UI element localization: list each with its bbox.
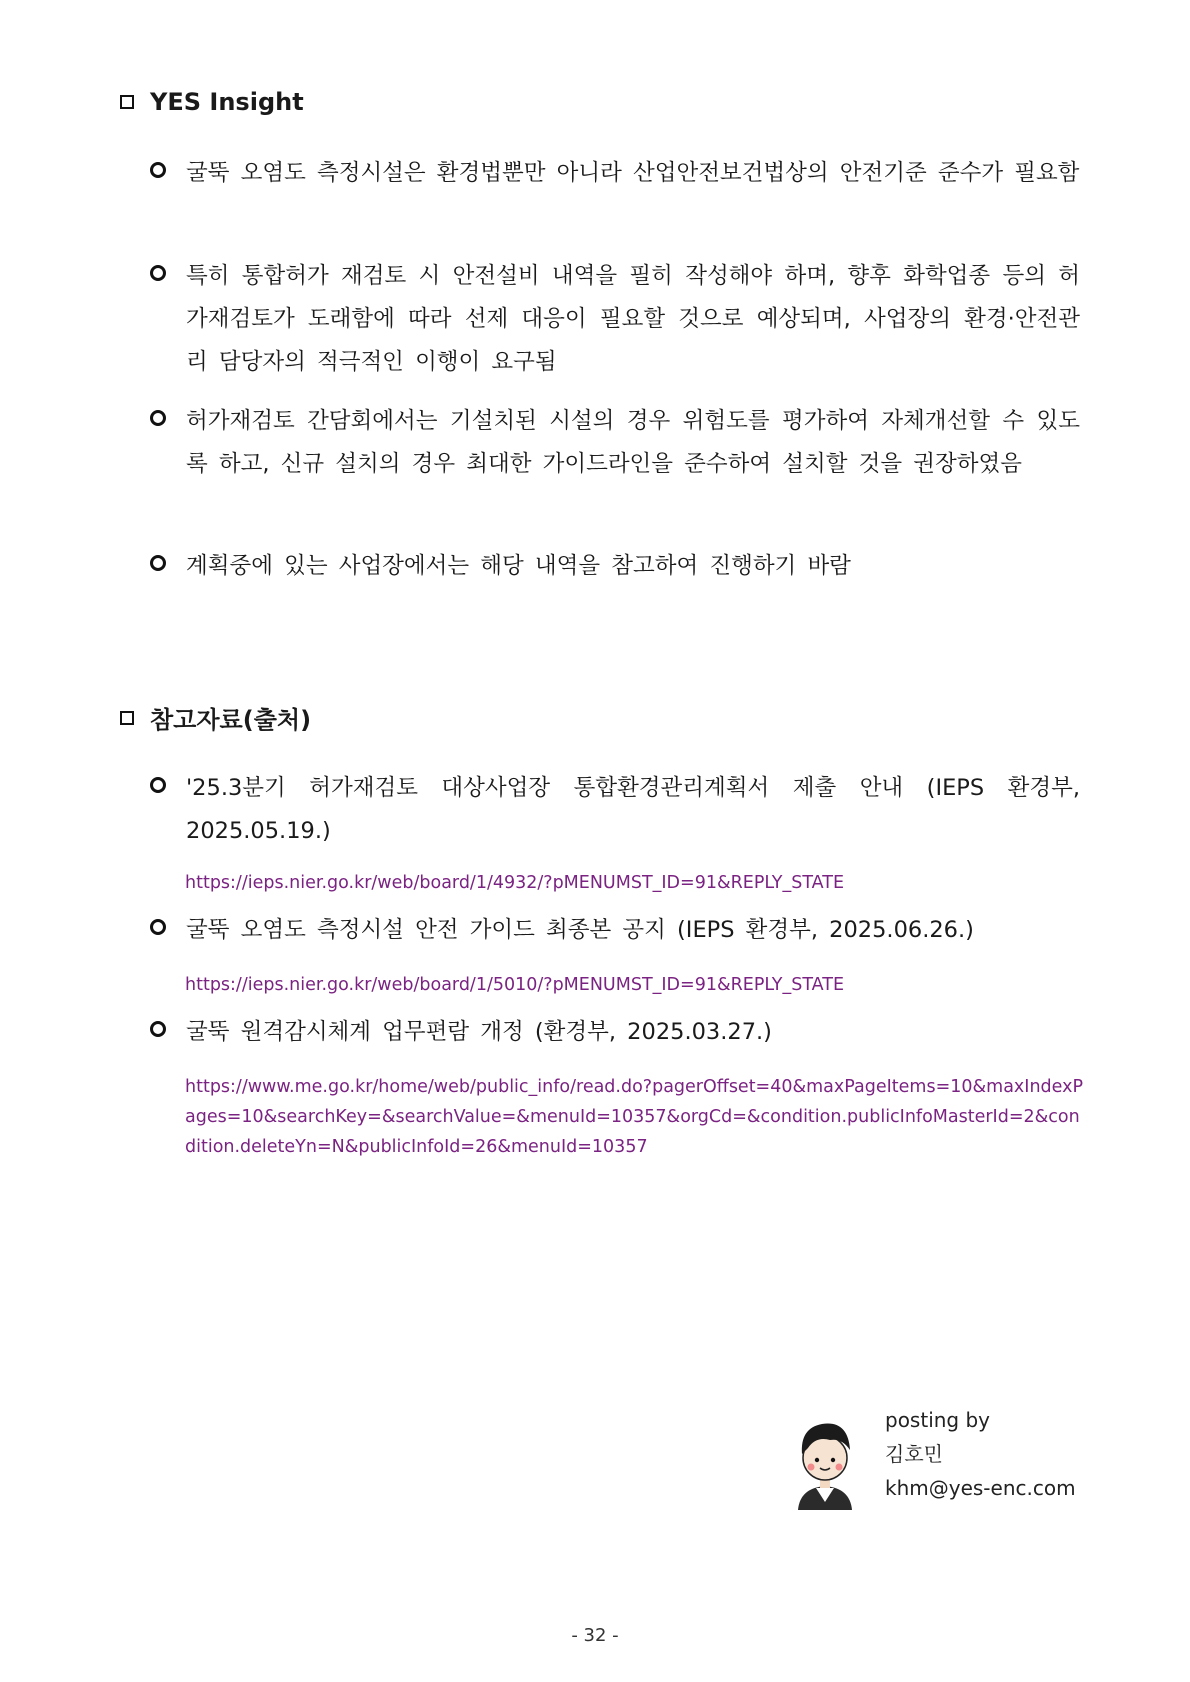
reference-text: 굴뚝 원격감시체계 업무편람 개정 (환경부, 2025.03.27.) [186, 1019, 772, 1045]
page-number: - 32 - [571, 1625, 619, 1646]
reference-link[interactable]: https://ieps.nier.go.kr/web/board/1/4932/?pMENUMST_ID=91&REPLY_STATE [185, 873, 845, 893]
reference-item [150, 1011, 1080, 1054]
reference-text: '25.3분기 허가재검토 대상사업장 통합환경관리계획서 제출 안내 (IEPS 환경부, 2025.05.19.) [186, 775, 1080, 844]
reference-text: 굴뚝 오염도 측정시설 안전 가이드 최종본 공지 (IEPS 환경부, 2025.06.26.) [186, 917, 974, 943]
author-name: 김호민 [885, 1442, 943, 1466]
references-heading-text: 참고자료(출처) [150, 706, 312, 734]
references-heading [120, 700, 311, 735]
square-bullet-icon [120, 711, 134, 725]
circle-bullet-icon [150, 919, 166, 935]
reference-link[interactable]: https://ieps.nier.go.kr/web/board/1/5010/?pMENUMST_ID=91&REPLY_STATE [185, 975, 845, 995]
insight-bullet [150, 545, 1080, 588]
author-email[interactable]: khm@yes-enc.com [885, 1476, 1076, 1500]
circle-bullet-icon [150, 410, 166, 426]
insight-bullet-text: 특히 통합허가 재검토 시 안전설비 내역을 필히 작성해야 하며, 향후 화학업종 등의 허가재검토가 도래함에 따라 선제 대응이 필요할 것으로 예상되며, 사업장의 환경·안전관리 담당자의 적극적인 이행이 요구됨 [186, 263, 1080, 375]
insight-bullet-text: 굴뚝 오염도 측정시설은 환경법뿐만 아니라 산업안전보건법상의 안전기준 준수가 필요함 [186, 160, 1080, 186]
reference-item [150, 767, 1080, 853]
insight-heading [120, 88, 304, 116]
reference-item [150, 909, 1080, 952]
author-posting-label: posting by [885, 1408, 991, 1432]
square-bullet-icon [120, 95, 134, 109]
insight-bullet-text: 계획중에 있는 사업장에서는 해당 내역을 참고하여 진행하기 바람 [186, 553, 851, 579]
circle-bullet-icon [150, 777, 166, 793]
author-avatar [790, 1410, 860, 1510]
circle-bullet-icon [150, 265, 166, 281]
circle-bullet-icon [150, 162, 166, 178]
insight-bullet [150, 152, 1080, 195]
insight-bullet [150, 400, 1080, 486]
insight-bullet-text: 허가재검토 간담회에서는 기설치된 시설의 경우 위험도를 평가하여 자체개선할 수 있도록 하고, 신규 설치의 경우 최대한 가이드라인을 준수하여 설치할 것을 권장하였음 [186, 408, 1080, 477]
circle-bullet-icon [150, 1021, 166, 1037]
reference-link[interactable]: https://www.me.go.kr/home/web/public_info/read.do?pagerOffset=40&maxPageItems=10&maxIndexPages=10&searchKey=&searchValue=&menuId=10357&orgCd=&condition.publicInfoMasterId=2&condition.deleteYn=N&publicInfoId=26&menuId=10357 [185, 1077, 1084, 1157]
insight-heading-text: YES Insight [150, 88, 304, 116]
circle-bullet-icon [150, 555, 166, 571]
insight-bullet [150, 255, 1080, 384]
